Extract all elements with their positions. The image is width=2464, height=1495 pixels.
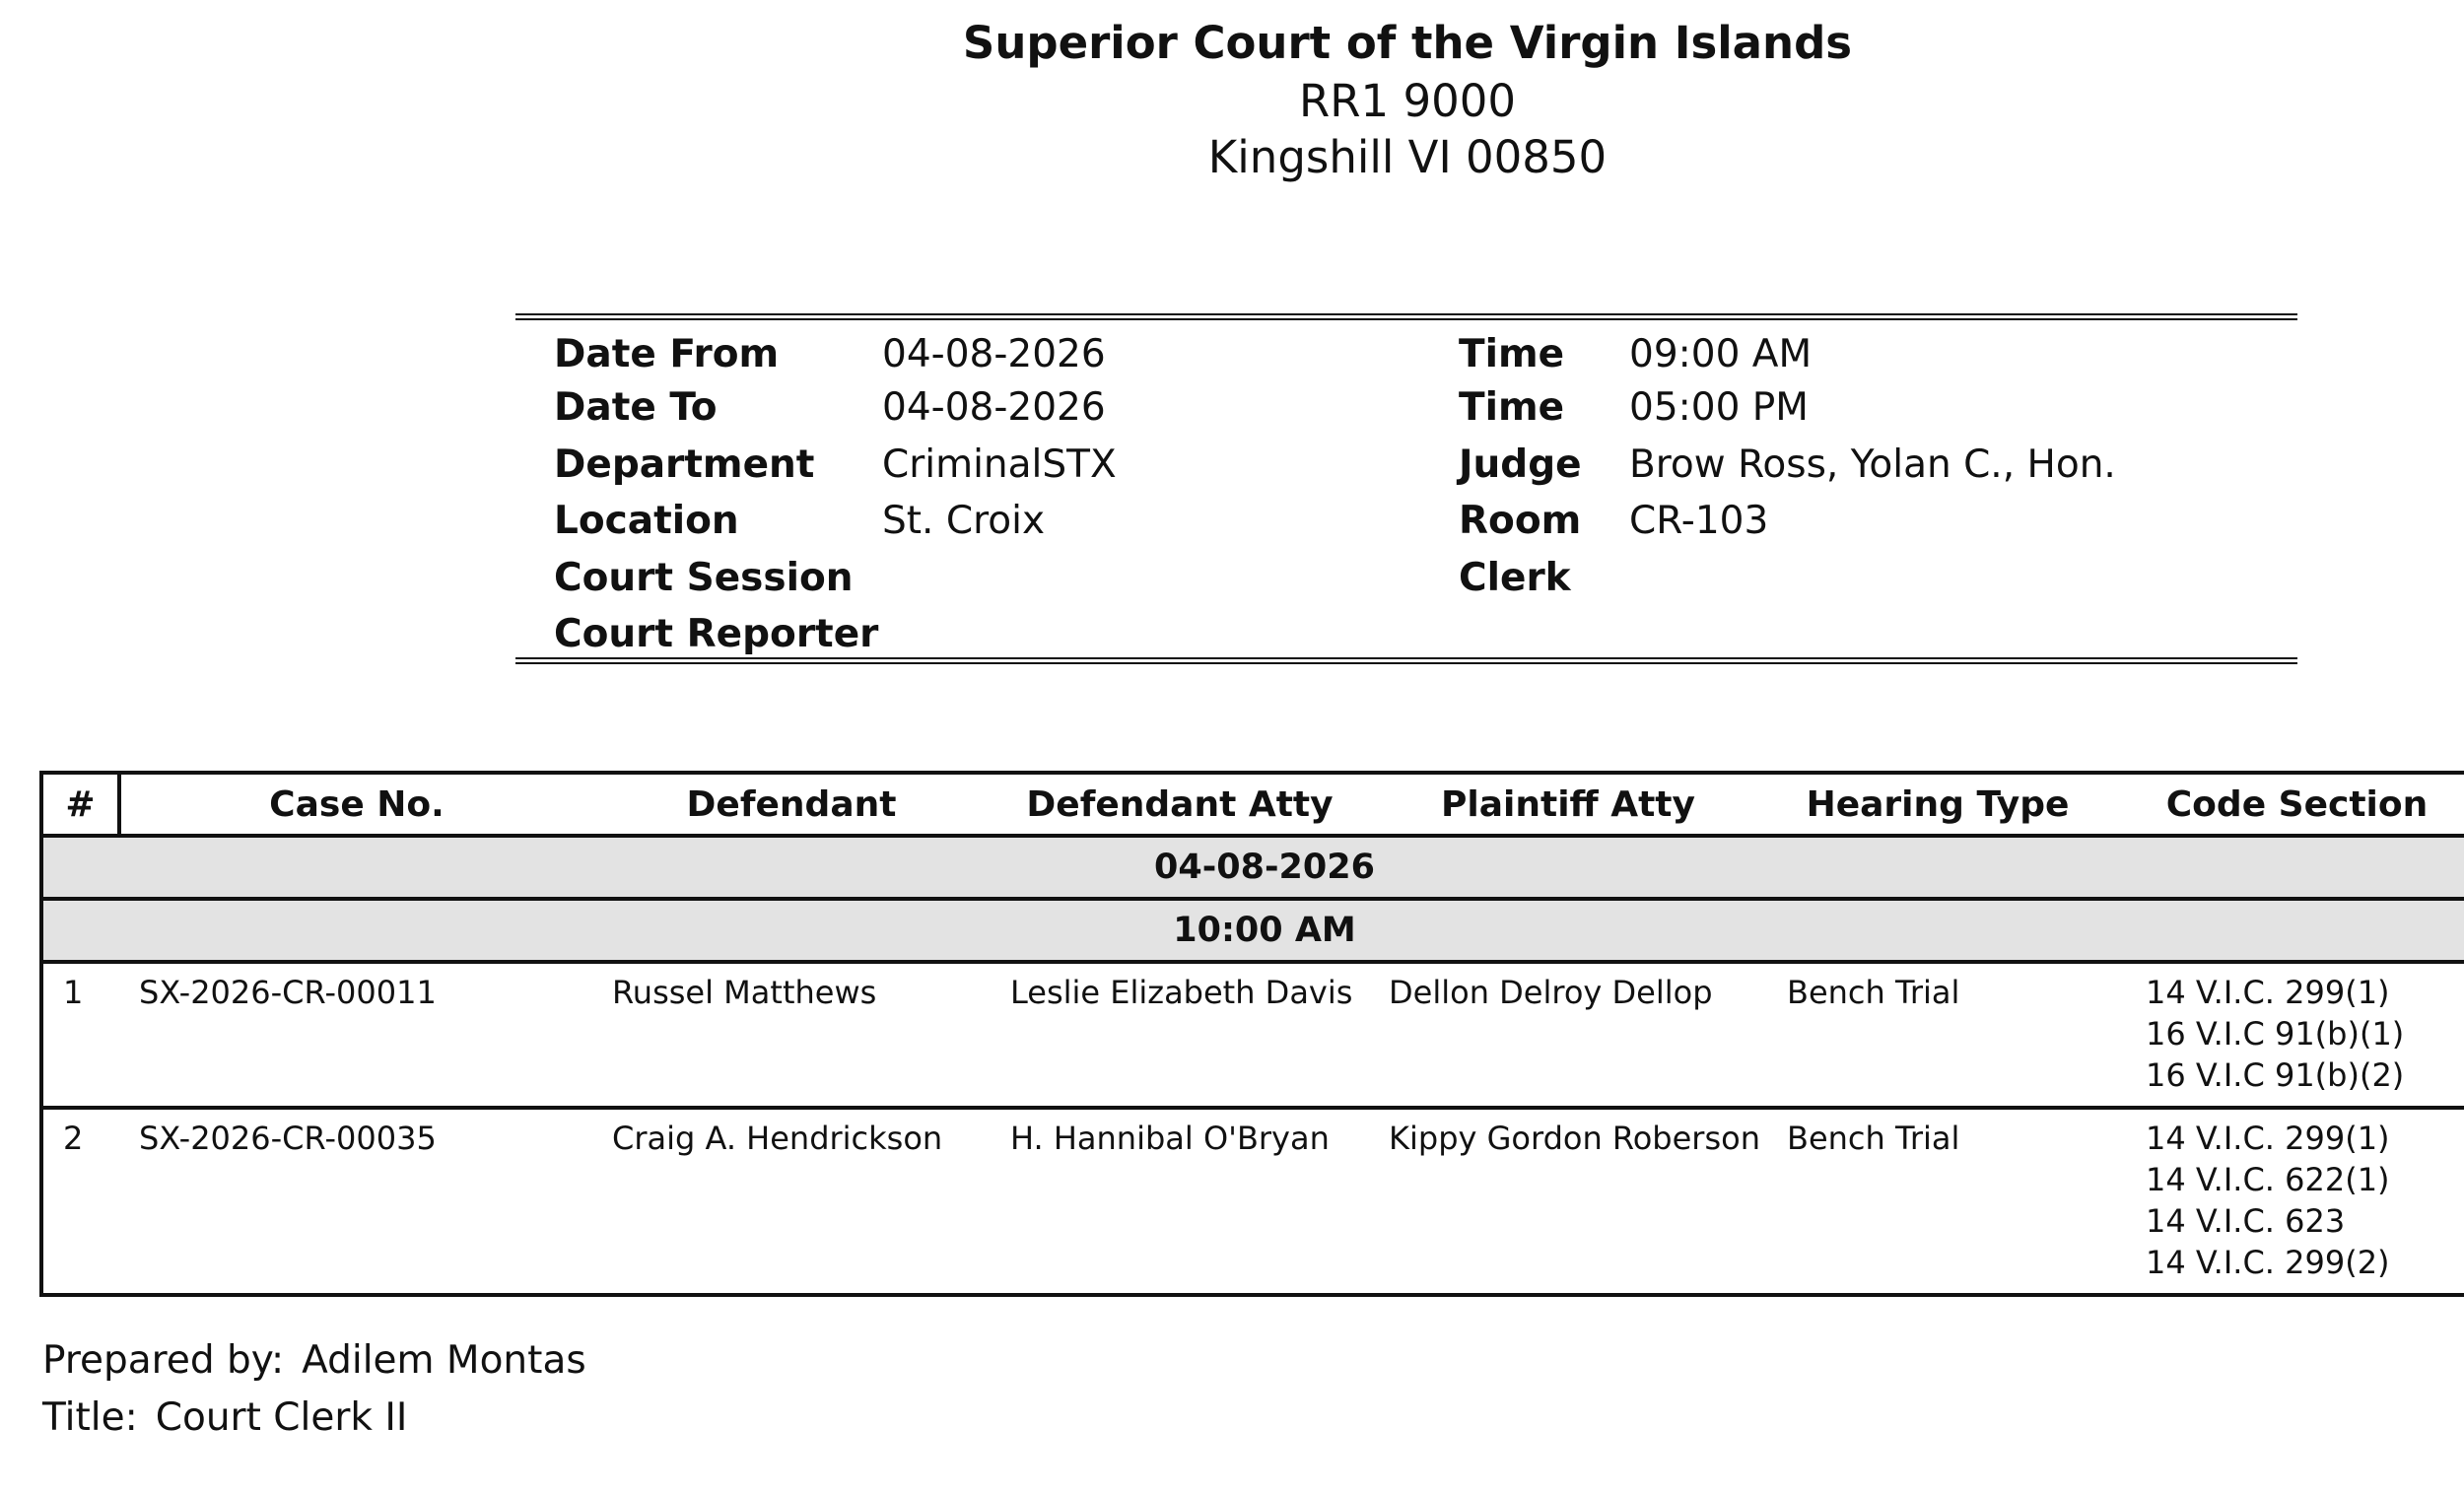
hearing-type: Bench Trial xyxy=(1767,962,2108,1108)
case-no: SX-2026-CR-00035 xyxy=(119,1108,592,1295)
court-session-label: Court Session xyxy=(554,556,854,600)
col-header-code-section: Code Section xyxy=(2108,773,2464,836)
col-header-defendant-atty: Defendant Atty xyxy=(991,773,1369,836)
case-no: SX-2026-CR-00011 xyxy=(119,962,592,1108)
code-section: 16 V.I.C 91(b)(1) xyxy=(2146,1015,2405,1053)
code-section: 14 V.I.C. 299(1) xyxy=(2146,974,2390,1011)
col-header-hearing-type: Hearing Type xyxy=(1767,773,2108,836)
court-name: Superior Court of the Virgin Islands xyxy=(962,17,1853,69)
judge-label: Judge xyxy=(1459,442,1582,487)
room-label: Room xyxy=(1459,499,1582,543)
time-to-label: Time xyxy=(1459,385,1565,430)
court-address-line2: Kingshill VI 00850 xyxy=(1207,131,1608,183)
code-sections xyxy=(2108,1108,2464,1295)
col-header-defendant: Defendant xyxy=(592,773,991,836)
hearing-type: Bench Trial xyxy=(1767,1108,2108,1295)
date-band: 04-08-2026 xyxy=(41,836,2464,899)
col-header-plaintiff-atty: Plaintiff Atty xyxy=(1369,773,1767,836)
calendar-table-wrap xyxy=(39,771,2464,1297)
time-from-value: 09:00 AM xyxy=(1629,332,1813,376)
table-row[interactable] xyxy=(41,962,2464,1108)
plaintiff-atty: Kippy Gordon Roberson xyxy=(1369,1108,1767,1295)
judge-value: Brow Ross, Yolan C., Hon. xyxy=(1629,442,2116,487)
time-from-label: Time xyxy=(1459,332,1565,376)
time-to-value: 05:00 PM xyxy=(1629,385,1809,430)
title-label: Title: xyxy=(42,1395,138,1440)
court-header xyxy=(0,14,2464,185)
court-reporter-label: Court Reporter xyxy=(554,612,879,656)
time-band: 10:00 AM xyxy=(41,899,2464,962)
title-value: Court Clerk II xyxy=(155,1395,408,1440)
row-num: 1 xyxy=(41,962,119,1108)
prepared-by-value: Adilem Montas xyxy=(302,1338,586,1383)
date-to-label: Date To xyxy=(554,385,718,430)
prepared-footer xyxy=(42,1332,586,1447)
prepared-by-line xyxy=(42,1332,586,1390)
date-from-label: Date From xyxy=(554,332,780,376)
code-section: 14 V.I.C. 623 xyxy=(2146,1202,2346,1240)
table-row[interactable] xyxy=(41,1108,2464,1295)
court-address-line1: RR1 9000 xyxy=(1299,75,1516,127)
date-from-value: 04-08-2026 xyxy=(882,332,1106,376)
table-header-row xyxy=(41,773,2464,836)
defendant: Russel Matthews xyxy=(592,962,991,1108)
date-band-row xyxy=(41,836,2464,899)
defendant-atty: H. Hannibal O'Bryan xyxy=(991,1108,1369,1295)
row-num: 2 xyxy=(41,1108,119,1295)
col-header-num: # xyxy=(41,773,119,836)
defendant: Craig A. Hendrickson xyxy=(592,1108,991,1295)
department-value: CriminalSTX xyxy=(882,442,1117,487)
code-section: 14 V.I.C. 299(1) xyxy=(2146,1120,2390,1157)
clerk-label: Clerk xyxy=(1459,556,1571,600)
code-section: 14 V.I.C. 622(1) xyxy=(2146,1161,2390,1198)
time-band-row xyxy=(41,899,2464,962)
department-label: Department xyxy=(554,442,815,487)
location-value: St. Croix xyxy=(882,499,1046,543)
defendant-atty: Leslie Elizabeth Davis xyxy=(991,962,1369,1108)
session-info-box xyxy=(515,313,2297,664)
code-sections xyxy=(2108,962,2464,1108)
date-to-value: 04-08-2026 xyxy=(882,385,1106,430)
location-label: Location xyxy=(554,499,739,543)
plaintiff-atty: Dellon Delroy Dellop xyxy=(1369,962,1767,1108)
prepared-by-label: Prepared by: xyxy=(42,1338,285,1383)
room-value: CR-103 xyxy=(1629,499,1769,543)
title-line xyxy=(42,1390,586,1447)
col-header-case-no: Case No. xyxy=(119,773,592,836)
code-section: 16 V.I.C 91(b)(2) xyxy=(2146,1056,2405,1094)
code-section: 14 V.I.C. 299(2) xyxy=(2146,1244,2390,1281)
calendar-table xyxy=(39,771,2464,1297)
